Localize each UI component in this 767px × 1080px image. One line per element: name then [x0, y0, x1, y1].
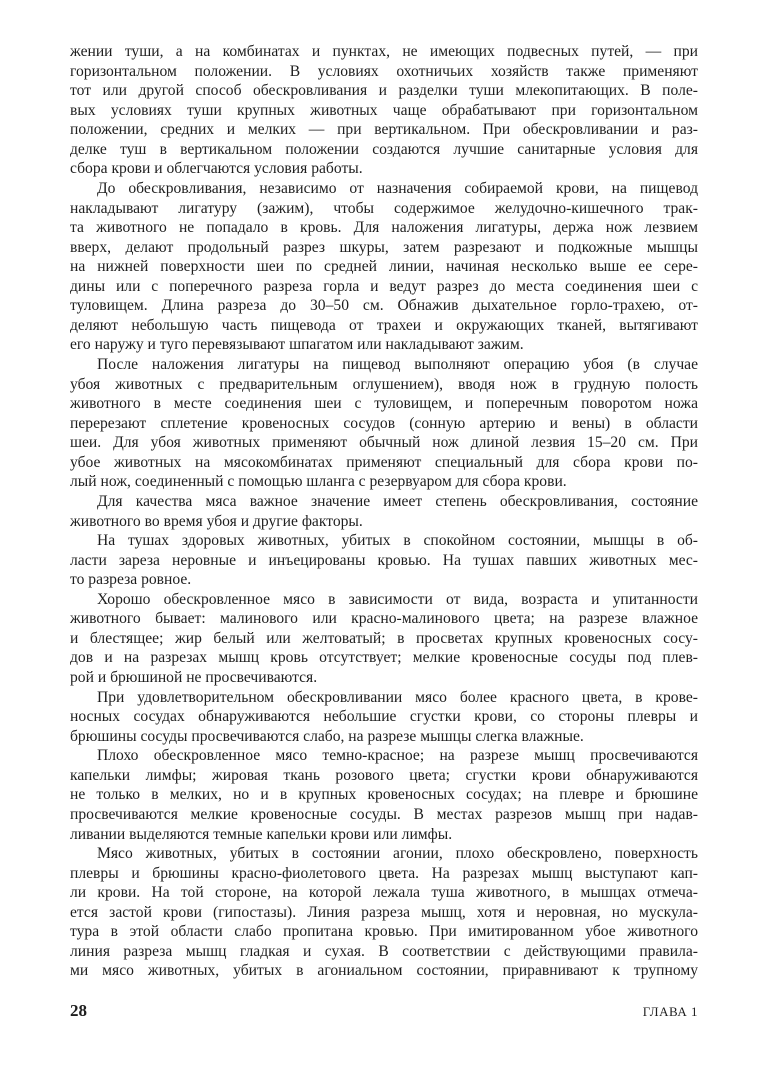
text-line: горизонтальном положении. В условиях охотничьих хозяйств также применяют	[70, 62, 698, 80]
text-line: просвечиваются мелкие кровеносные сосуды. В местах разрезов мышц при надав-	[70, 805, 698, 823]
paragraph	[70, 688, 698, 747]
paragraph	[70, 492, 698, 531]
text-line: и блестящее; жир белый или желтоватый; в просветах крупных кровеносных сосу-	[70, 629, 698, 647]
text-line: перерезают сплетение кровеносных сосудов (сонную артерию и вены) в области	[70, 414, 698, 432]
text-line: его наружу и туго перевязывают шпагатом или накладывают зажим.	[70, 336, 524, 354]
text-line: При удовлетворительном обескровливании мясо более красного цвета, в крове-	[97, 688, 698, 706]
text-line: ми мясо животных, убитых в агониальном состоянии, приравнивают к трупному	[70, 962, 698, 980]
text-line: ласти зареза неровные и инъецированы кровью. На тушах павших животных мес-	[70, 551, 698, 569]
text-line: на нижней поверхности шеи по средней линии, начиная несколько выше ее сере-	[70, 258, 698, 276]
text-line: животного в месте соединения шеи с туловищем, и поперечным поворотом ножа	[70, 395, 698, 413]
text-line: Плохо обескровленное мясо темно-красное; на разрезе мышц просвечиваются	[97, 747, 698, 765]
text-line: положении, средних и мелких — при вертикальном. При обескровливании и раз-	[70, 121, 698, 139]
text-line: туловищем. Длина разреза до 30–50 см. Обнажив дыхательное горло-трахею, от-	[70, 297, 698, 315]
text-line: тура в этой области слабо пропитана кровью. При имитированном убое животного	[70, 923, 698, 941]
text-line: накладывают лигатуру (зажим), чтобы содержимое желудочно-кишечного трак-	[70, 199, 698, 217]
paragraph	[70, 590, 698, 688]
paragraph	[70, 179, 698, 355]
page-number: 28	[70, 1001, 87, 1020]
text-line: та животного не попадало в кровь. Для наложения лигатуры, держа нож лезвием	[70, 219, 698, 237]
text-line: плевры и брюшины красно-фиолетового цвета. На разрезах мышц выступают кап-	[70, 864, 698, 882]
text-line: то разреза ровное.	[70, 571, 192, 589]
text-line: капельки лимфы; жировая ткань розового цвета; сгустки крови обнаруживаются	[70, 766, 698, 784]
paragraph	[70, 531, 698, 590]
text-line: Хорошо обескровленное мясо в зависимости от вида, возраста и упитанности	[97, 590, 698, 608]
text-line: рой и брюшиной не просвечиваются.	[70, 669, 318, 686]
text-line: не только в мелких, но и в крупных кровеносных сосудах; на плевре и брюшине	[70, 786, 698, 804]
text-line: убоя животных с предварительным оглушением), вводя нож в грудную полость	[70, 375, 698, 393]
text-line: ли крови. На той стороне, на которой лежала туша животного, в мышцах отмеча-	[70, 884, 698, 902]
paragraph	[70, 844, 698, 981]
text-line: На тушах здоровых животных, убитых в спокойном состоянии, мышцы в об-	[97, 532, 698, 550]
text-line: До обескровливания, независимо от назначения собираемой крови, на пищевод	[97, 179, 698, 197]
page-footer	[70, 1001, 698, 1021]
text-line: Мясо животных, убитых в состоянии агонии, плохо обескровлено, поверхность	[97, 845, 698, 863]
paragraph	[70, 42, 698, 179]
text-line: вверх, делают продольный разрез шкуры, затем разрезают и подкожные мышцы	[70, 238, 698, 256]
text-line: животного во время убоя и другие факторы.	[70, 512, 363, 530]
text-line: тот или другой способ обескровливания и разделки туши млекопитающих. В поле-	[70, 82, 698, 100]
text-line: носных сосудах обнаруживаются небольшие сгустки крови, со стороны плевры и	[70, 708, 698, 726]
text-line: лый нож, соединенный с помощью шланга с резервуаром для сбора крови.	[70, 473, 567, 491]
text-line: дов и на разрезах мышц кровь отсутствует; мелкие кровеносные сосуды под плев-	[70, 649, 698, 667]
paragraph	[70, 355, 698, 492]
text-line: животного бывает: малинового или красно-малинового цвета; на разрезе влажное	[70, 610, 698, 628]
text-line: ется застой крови (гипостазы). Линия разреза мышц, хотя и неровная, но мускула-	[70, 903, 698, 921]
text-line: дины или с поперечного разреза горла и ведут разрез до места соединения шеи с	[70, 277, 698, 295]
text-line: После наложения лигатуры на пищевод выполняют операцию убоя (в случае	[97, 356, 698, 373]
paragraph	[70, 746, 698, 844]
body-text	[70, 42, 698, 981]
text-line: шеи. Для убоя животных применяют обычный нож длиной лезвия 15–20 см. При	[70, 434, 698, 452]
text-line: жении туши, а на комбинатах и пунктах, не имеющих подвесных путей, — при	[70, 43, 698, 60]
text-line: ливании выделяются темные капельки крови или лимфы.	[70, 825, 453, 843]
text-line: Для качества мяса важное значение имеет степень обескровливания, состояние	[97, 492, 698, 510]
text-line: вых условиях туши крупных животных чаще обрабатывают при горизонтальном	[70, 101, 698, 119]
text-line: деляют небольшую часть пищевода от трахеи и окружающих тканей, вытягивают	[70, 316, 698, 334]
text-line: убое животных на мясокомбинатах применяют специальный для сбора крови по-	[70, 453, 698, 471]
text-line: сбора крови и облегчаются условия работы.	[70, 160, 363, 178]
text-line: делке туш в вертикальном положении создаются лучшие санитарные условия для	[70, 140, 698, 158]
text-line: брюшины сосуды просвечиваются слабо, на разрезе мышцы слегка влажные.	[70, 727, 584, 745]
text-line: линия разреза мышц гладкая и сухая. В соответствии с действующими правила-	[70, 942, 698, 960]
running-footer-chapter: ГЛАВА 1	[642, 1004, 698, 1019]
